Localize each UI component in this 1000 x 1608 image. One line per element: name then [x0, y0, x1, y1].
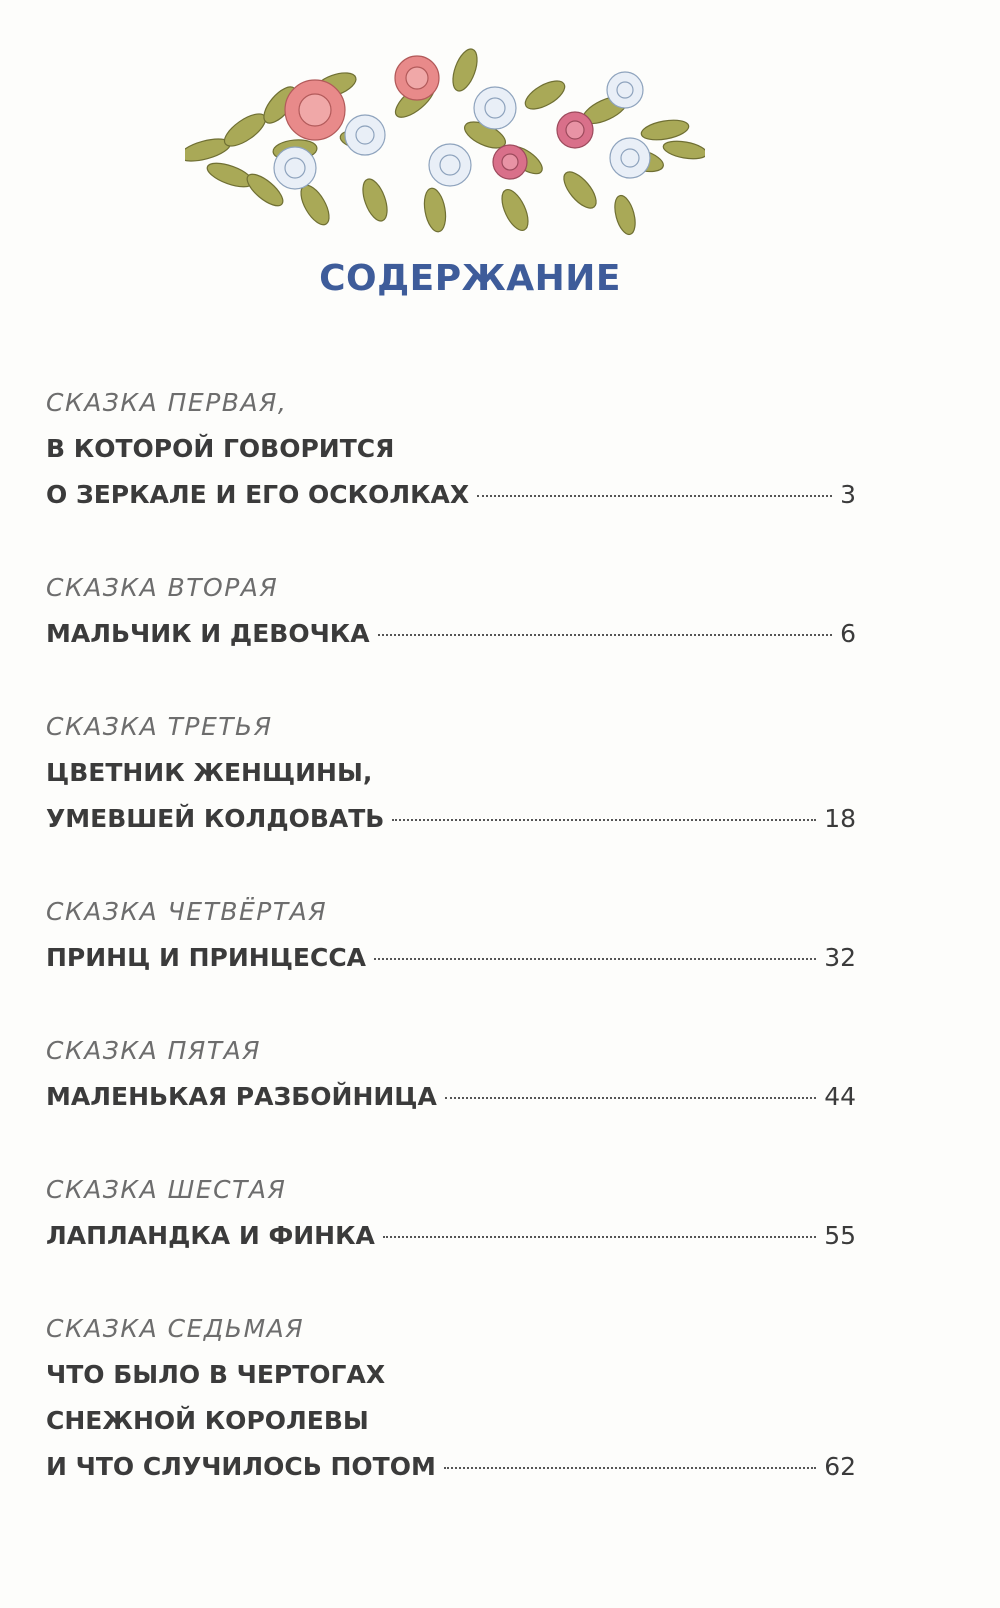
chapter-title-line: МАЛЕНЬКАЯ РАЗБОЙНИЦА: [46, 1082, 437, 1111]
page-number: 44: [824, 1082, 856, 1111]
toc-entry[interactable]: [46, 704, 856, 842]
toc-entry[interactable]: [46, 889, 856, 981]
page-number: 18: [824, 804, 856, 833]
chapter-title-line: ЦВЕТНИК ЖЕНЩИНЫ,: [46, 758, 373, 787]
toc-entry[interactable]: [46, 380, 856, 518]
rose-garland-illustration: [185, 40, 705, 250]
dot-leader: [374, 958, 816, 960]
chapter-label: СКАЗКА ТРЕТЬЯ: [46, 712, 273, 741]
dot-leader: [383, 1236, 816, 1238]
chapter-title-line: МАЛЬЧИК И ДЕВОЧКА: [46, 619, 370, 648]
toc-entry[interactable]: [46, 1167, 856, 1259]
chapter-title-line: СНЕЖНОЙ КОРОЛЕВЫ: [46, 1406, 369, 1435]
chapter-label: СКАЗКА ПЯТАЯ: [46, 1036, 262, 1065]
chapter-label: СКАЗКА ШЕСТАЯ: [46, 1175, 287, 1204]
chapter-title-line: В КОТОРОЙ ГОВОРИТСЯ: [46, 434, 395, 463]
chapter-title-line: ПРИНЦ И ПРИНЦЕССА: [46, 943, 367, 972]
table-of-contents: [46, 380, 856, 1537]
dot-leader: [477, 495, 832, 497]
dot-leader: [445, 1097, 816, 1099]
chapter-label: СКАЗКА ВТОРАЯ: [46, 573, 279, 602]
chapter-title-line: ЧТО БЫЛО В ЧЕРТОГАХ: [46, 1360, 386, 1389]
dot-leader: [378, 634, 833, 636]
page-number: 6: [840, 619, 856, 648]
chapter-title-line: О ЗЕРКАЛЕ И ЕГО ОСКОЛКАХ: [46, 480, 470, 509]
page-number: 32: [824, 943, 856, 972]
page-number: 62: [824, 1452, 856, 1481]
page-title: СОДЕРЖАНИЕ: [319, 258, 621, 299]
toc-entry[interactable]: [46, 565, 856, 657]
dot-leader: [392, 819, 816, 821]
page-number: 55: [824, 1221, 856, 1250]
chapter-title-line: ЛАПЛАНДКА И ФИНКА: [46, 1221, 375, 1250]
dot-leader: [444, 1467, 816, 1469]
chapter-title-line: УМЕВШЕЙ КОЛДОВАТЬ: [46, 804, 385, 833]
toc-entry[interactable]: [46, 1028, 856, 1120]
toc-entry[interactable]: [46, 1306, 856, 1490]
chapter-label: СКАЗКА ЧЕТВЁРТАЯ: [46, 897, 328, 926]
chapter-label: СКАЗКА ПЕРВАЯ,: [46, 388, 288, 417]
page-number: 3: [840, 480, 856, 509]
chapter-label: СКАЗКА СЕДЬМАЯ: [46, 1314, 305, 1343]
chapter-title-line: И ЧТО СЛУЧИЛОСЬ ПОТОМ: [46, 1452, 436, 1481]
